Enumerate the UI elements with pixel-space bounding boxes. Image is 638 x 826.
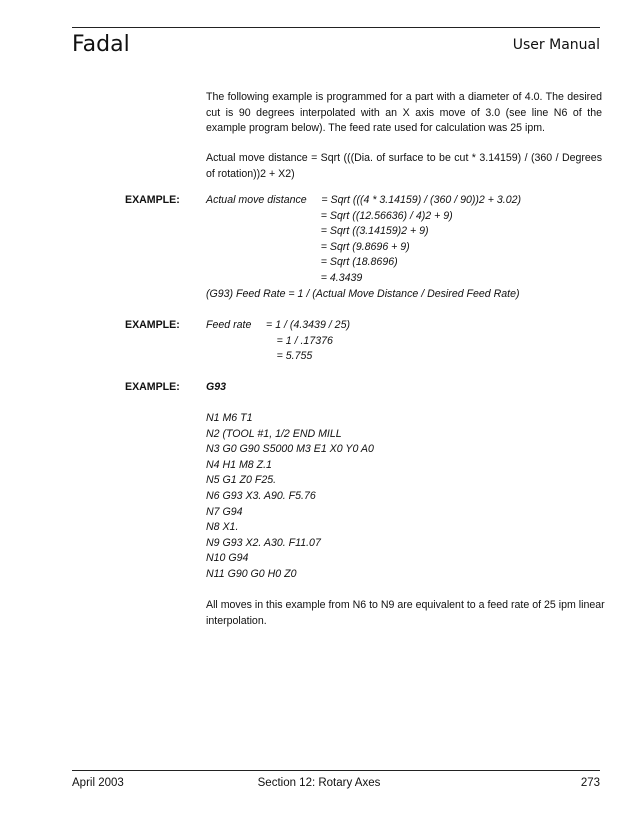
page-number: 273 (580, 777, 600, 789)
intro-paragraph: The following example is programmed for a part with a diameter of 4.0. The desired cut is 90 degrees interpolated with an X axis move of 3.0 (see line N6 of the example program below). The feed rate used for calculation was 25 ipm. (206, 91, 602, 135)
example-label-1: EXAMPLE: (125, 194, 180, 206)
example-3-title: G93 (206, 381, 227, 393)
program-line: N2 (TOOL #1, 1/2 END MILL (206, 427, 342, 440)
example-1-calculation (206, 193, 602, 302)
footer-section: Section 12: Rotary Axes (257, 777, 381, 789)
calc-line: = Sqrt ((12.56636) / 4)2 + 9) (206, 209, 453, 222)
conclusion-paragraph: All moves in this example from N6 to N9 are equivalent to a feed rate of 25 ipm linear interpolation. (206, 599, 605, 627)
g93-program-listing (206, 411, 602, 583)
program-line: N6 G93 X3. A90. F5.76 (206, 489, 316, 502)
example-label-3: EXAMPLE: (125, 381, 180, 393)
program-line: N1 M6 T1 (206, 412, 253, 424)
calc-line: Actual move distance = Sqrt (((4 * 3.14159) / (360 / 90))2 + 3.02) (206, 194, 522, 206)
footer-rule (72, 770, 600, 771)
calc-line: = 4.3439 (206, 271, 363, 284)
distance-formula: Actual move distance = Sqrt (((Dia. of surface to be cut * 3.14159) / (360 / Degrees of rotation))2 + X2) (206, 152, 602, 180)
program-line: N7 G94 (206, 505, 243, 518)
calc-line: = 5.755 (206, 350, 313, 363)
footer-date: April 2003 (72, 777, 124, 789)
program-line: N8 X1. (206, 521, 239, 534)
example-label-2: EXAMPLE: (125, 319, 180, 331)
program-line: N9 G93 X2. A30. F11.07 (206, 536, 321, 549)
program-line: N5 G1 Z0 F25. (206, 474, 277, 487)
calc-line: Feed rate = 1 / (4.3439 / 25) (206, 319, 350, 331)
calc-line: = Sqrt ((3.14159)2 + 9) (206, 225, 429, 238)
manual-title: User Manual (512, 37, 600, 53)
header-rule (72, 27, 600, 28)
brand-title: Fadal (72, 32, 130, 57)
calc-line: = Sqrt (18.8696) (206, 256, 398, 269)
feed-rate-formula: (G93) Feed Rate = 1 / (Actual Move Distance / Desired Feed Rate) (206, 287, 520, 300)
program-line: N11 G90 G0 H0 Z0 (206, 567, 297, 580)
calc-line: = 1 / .17376 (206, 334, 333, 347)
program-line: N4 H1 M8 Z.1 (206, 458, 272, 471)
calc-line: = Sqrt (9.8696 + 9) (206, 240, 410, 253)
program-line: N3 G0 G90 S5000 M3 E1 X0 Y0 A0 (206, 443, 374, 456)
program-line: N10 G94 (206, 552, 249, 565)
example-2-calculation (206, 318, 602, 365)
